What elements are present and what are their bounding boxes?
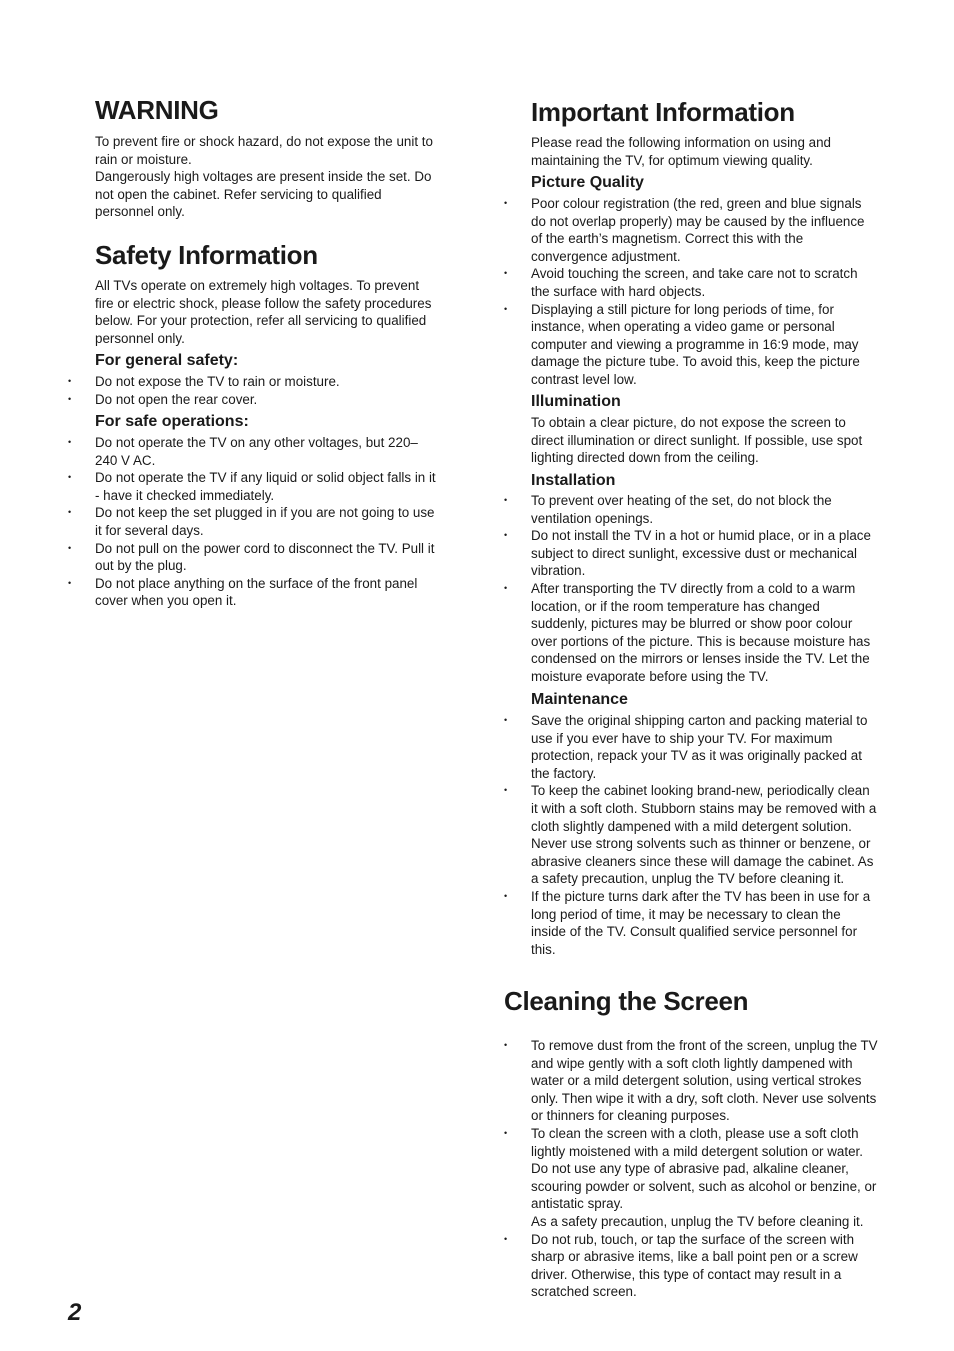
list-item-line: water or a mild detergent solution, using vertical strokes xyxy=(531,1073,862,1089)
warning-line: To prevent fire or shock hazard, do not expose the unit to xyxy=(95,134,433,149)
bullet-icon: • xyxy=(504,303,508,314)
safe-operations-list xyxy=(68,434,458,610)
list-item-line: As a safety precaution, unplug the TV before cleaning it. xyxy=(531,1213,864,1229)
bullet-icon: • xyxy=(68,393,72,404)
bullet-icon: • xyxy=(504,890,508,901)
general-safety-heading: For general safety: xyxy=(95,352,239,369)
list-item xyxy=(504,888,904,958)
list-item-line: Save the original shipping carton and packing material to xyxy=(531,713,868,728)
safety-intro-line: below. For your protection, refer all servicing to qualified xyxy=(95,313,427,329)
warning-title: WARNING xyxy=(95,95,219,125)
list-item-line: over portions of the picture. This is because moisture has xyxy=(531,633,871,649)
illumination-line: lighting directed down from the ceiling. xyxy=(531,450,759,466)
important-intro-line: maintaining the TV, for optimum viewing quality. xyxy=(531,152,813,168)
list-item xyxy=(504,492,904,527)
list-item-line: Do not open the rear cover. xyxy=(95,391,258,407)
bullet-icon: • xyxy=(68,472,72,483)
bullet-icon: • xyxy=(504,495,508,505)
list-item-line: To keep the cabinet looking brand-new, periodically clean xyxy=(531,783,870,799)
list-item-line: lightly moistened with a mild detergent solution or water. xyxy=(531,1143,863,1159)
list-item-line: long period of time, it may be necessary to clean the xyxy=(531,906,841,922)
bullet-icon: • xyxy=(504,785,508,796)
list-item xyxy=(504,1037,904,1125)
bullet-icon: • xyxy=(68,507,72,518)
maintenance-heading: Maintenance xyxy=(531,691,628,708)
list-item-line: Do not place anything on the surface of the front panel xyxy=(95,575,418,591)
list-item-line: scouring powder or solvent, such as alcohol or benzine, or xyxy=(531,1178,877,1194)
list-item xyxy=(504,195,904,265)
list-item-line: of the earth’s magnetism. Correct this with the xyxy=(531,231,804,247)
list-item-line: ventilation openings. xyxy=(531,510,654,526)
list-item xyxy=(504,265,904,300)
list-item-line: moisture evaporate before using the TV. xyxy=(531,668,769,684)
list-item-line: sharp or abrasive items, like a ball point pen or a screw xyxy=(531,1249,858,1265)
list-item-line: Displaying a still picture for long periods of time, for xyxy=(531,301,834,317)
list-item-line: or thinners for cleaning purposes. xyxy=(531,1108,730,1124)
list-item-line: Avoid touching the screen, and take care not to scratch xyxy=(531,266,858,282)
list-item-line: vibration. xyxy=(531,563,586,579)
list-item xyxy=(504,782,904,888)
list-item-line: a safety precaution, unplug the TV before cleaning it. xyxy=(531,871,845,887)
list-item-line: Do not expose the TV to rain or moisture. xyxy=(95,374,340,389)
picture-quality-heading: Picture Quality xyxy=(531,174,644,191)
safety-intro-line: All TVs operate on extremely high voltages. To prevent xyxy=(95,278,420,293)
list-item-line: it for several days. xyxy=(95,522,204,538)
list-item-line: convergence adjustment. xyxy=(531,248,681,264)
maintenance-list xyxy=(504,712,904,958)
page-number: 2 xyxy=(68,1299,82,1326)
list-item-line: To remove dust from the front of the screen, unplug the TV xyxy=(531,1038,878,1053)
list-item xyxy=(504,527,904,580)
list-item-line: Do not operate the TV if any liquid or solid object falls in it xyxy=(95,470,436,486)
warning-line: not open the cabinet. Refer servicing to qualified xyxy=(95,186,382,202)
safety-title: Safety Information xyxy=(95,240,318,270)
installation-list xyxy=(504,492,904,686)
list-item-line: To clean the screen with a cloth, please use a soft cloth xyxy=(531,1125,859,1141)
bullet-icon: • xyxy=(504,1233,508,1244)
list-item-line: the surface with hard objects. xyxy=(531,283,706,299)
safety-intro-line: fire or electric shock, please follow the safety procedures xyxy=(95,295,432,311)
list-item-line: Do not pull on the power cord to disconnect the TV. Pull it xyxy=(95,540,435,556)
bullet-icon: • xyxy=(504,582,508,593)
bullet-icon: • xyxy=(504,1040,508,1050)
warning-text xyxy=(95,133,455,221)
list-item-line: Poor colour registration (the red, green and blue signals xyxy=(531,196,862,211)
list-item-line: contrast level low. xyxy=(531,371,637,387)
list-item-line: abrasive cleaners since these will damage the cabinet. As xyxy=(531,853,874,869)
list-item-line: condensed on the mirrors or lenses inside the TV. Let the xyxy=(531,651,870,667)
list-item xyxy=(504,712,904,782)
list-item xyxy=(504,1125,904,1231)
safety-intro xyxy=(95,277,455,347)
list-item-line: After transporting the TV directly from a cold to a warm xyxy=(531,580,856,596)
safety-intro-line: personnel only. xyxy=(95,330,185,346)
list-item-line: protection, repack your TV as it was originally packed at xyxy=(531,748,862,764)
list-item-line: Do not operate the TV on any other voltages, but 220– xyxy=(95,435,418,450)
list-item-line: it with a soft cloth. Stubborn stains may be removed with a xyxy=(531,800,877,816)
list-item-line: Never use strong solvents such as thinner or benzene, or xyxy=(531,836,871,852)
list-item-line: the factory. xyxy=(531,765,597,781)
list-item-line: scratched screen. xyxy=(531,1284,637,1300)
important-intro-line: Please read the following information on using and xyxy=(531,135,831,150)
safe-operations-heading: For safe operations: xyxy=(95,413,249,430)
warning-line: Dangerously high voltages are present inside the set. Do xyxy=(95,169,432,185)
list-item-line: location, or if the room temperature has changed xyxy=(531,598,820,614)
list-item xyxy=(504,301,904,389)
illumination-line: direct illumination or direct sunlight. If possible, use spot xyxy=(531,432,863,448)
list-item-line: use if you ever have to ship your TV. For maximum xyxy=(531,730,833,746)
list-item-line: Do not use any type of abrasive pad, alkaline cleaner, xyxy=(531,1161,849,1177)
list-item-line: cover when you open it. xyxy=(95,593,237,609)
cleaning-title: Cleaning the Screen xyxy=(504,986,749,1016)
list-item-line: instance, when operating a video game or personal xyxy=(531,319,835,335)
list-item-line: driver. Otherwise, this type of contact may result in a xyxy=(531,1266,842,1282)
general-safety-list xyxy=(68,373,458,408)
warning-line: rain or moisture. xyxy=(95,151,192,167)
list-item xyxy=(68,504,458,539)
important-intro xyxy=(531,134,891,169)
list-item-line: damage the picture tube. To avoid this, keep the picture xyxy=(531,354,860,370)
list-item-line: To prevent over heating of the set, do not block the xyxy=(531,493,832,508)
list-item-line: do not overlap properly) may be caused by the influence xyxy=(531,213,865,229)
list-item xyxy=(68,434,458,469)
list-item-line: If the picture turns dark after the TV has been in use for a xyxy=(531,888,871,904)
illumination-heading: Illumination xyxy=(531,393,621,410)
bullet-icon: • xyxy=(68,376,72,386)
list-item-line: this. xyxy=(531,941,556,957)
list-item xyxy=(504,1231,904,1301)
illumination-text xyxy=(531,414,901,467)
list-item xyxy=(68,391,458,409)
list-item-line: 240 V AC. xyxy=(95,452,156,468)
list-item-line: only. Then wipe it with a dry, soft cloth. Never use solvents xyxy=(531,1090,877,1106)
illumination-line: To obtain a clear picture, do not expose the screen to xyxy=(531,415,846,430)
bullet-icon: • xyxy=(504,715,508,725)
bullet-icon: • xyxy=(504,1127,508,1138)
list-item xyxy=(504,580,904,686)
bullet-icon: • xyxy=(68,577,72,588)
important-title: Important Information xyxy=(531,97,795,127)
list-item xyxy=(68,575,458,610)
cleaning-list xyxy=(504,1037,904,1301)
list-item xyxy=(68,469,458,504)
list-item-line: computer and viewing a programme in 16:9 mode, may xyxy=(531,336,859,352)
list-item-line: inside of the TV. Consult qualified service personnel for xyxy=(531,924,858,940)
bullet-icon: • xyxy=(504,530,508,541)
list-item-line: Do not keep the set plugged in if you are not going to use xyxy=(95,505,435,521)
bullet-icon: • xyxy=(68,542,72,553)
list-item-line: Do not install the TV in a hot or humid place, or in a place xyxy=(531,528,871,544)
list-item-line: antistatic spray. xyxy=(531,1196,624,1212)
list-item-line: cloth slightly dampened with a mild detergent solution. xyxy=(531,818,852,834)
bullet-icon: • xyxy=(504,268,508,279)
list-item-line: out by the plug. xyxy=(95,558,187,574)
warning-line: personnel only. xyxy=(95,204,185,220)
list-item-line: Do not rub, touch, or tap the surface of the screen with xyxy=(531,1231,855,1247)
list-item xyxy=(68,540,458,575)
bullet-icon: • xyxy=(504,198,508,208)
list-item-line: - have it checked immediately. xyxy=(95,487,275,503)
bullet-icon: • xyxy=(68,437,72,447)
list-item-line: and wipe gently with a soft cloth lightly dampened with xyxy=(531,1055,853,1071)
list-item-line: subject to direct sunlight, excessive dust or mechanical xyxy=(531,545,857,561)
list-item xyxy=(68,373,458,391)
picture-quality-list xyxy=(504,195,904,389)
installation-heading: Installation xyxy=(531,472,616,489)
list-item-line: suddenly, pictures may be blurred or show poor colour xyxy=(531,616,853,632)
